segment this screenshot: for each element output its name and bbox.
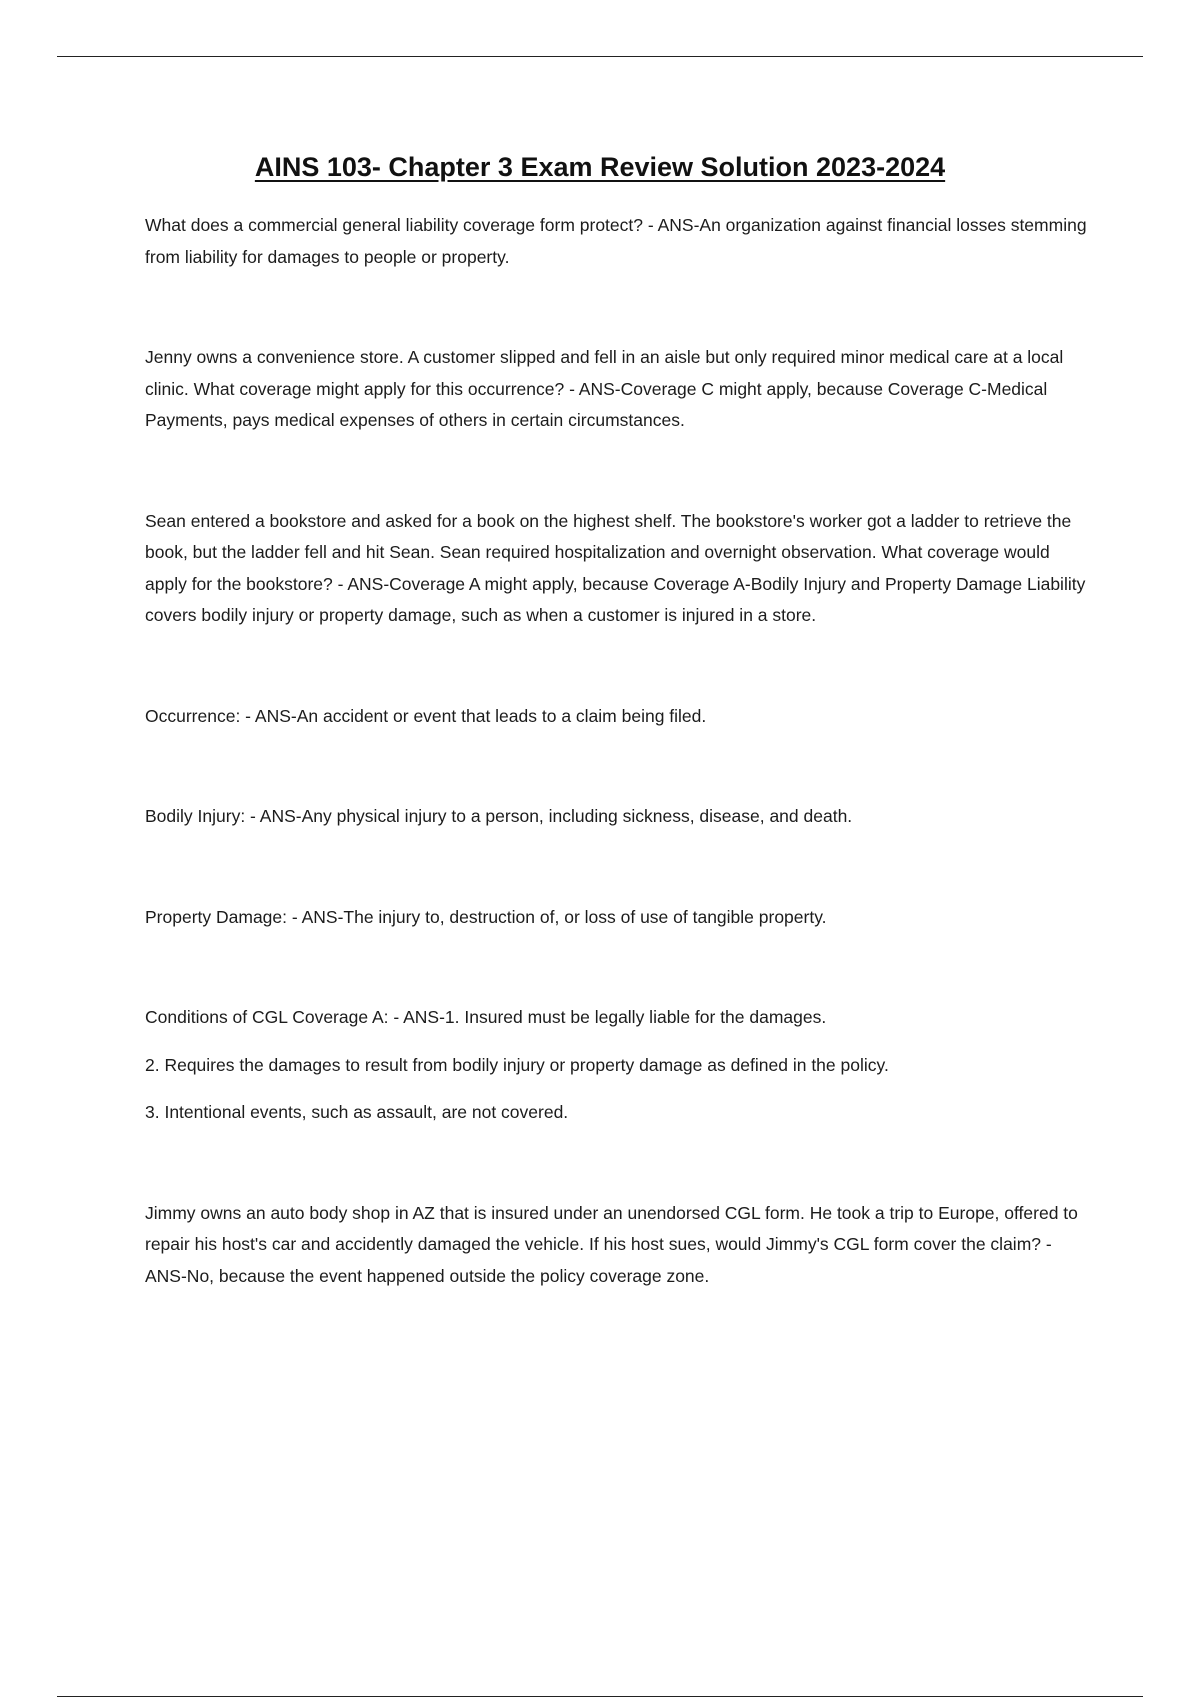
document-title: AINS 103- Chapter 3 Exam Review Solution 2023-2024: [254, 152, 946, 182]
qa-entry-cgl-protection: What does a commercial general liability coverage form protect? - ANS-An organization against financial losses stemming from liability for damages to people or property.: [145, 215, 1087, 267]
qa-entry-property-damage: Property Damage: - ANS-The injury to, destruction of, or loss of use of tangible property.: [145, 906, 827, 927]
qa-entry-sean-bookstore: Sean entered a bookstore and asked for a book on the highest shelf. The bookstore's worker got a ladder to retrieve the book, but the ladder fell and hit Sean. Sean required hospitalization and overnight observation. What coverage would apply for the bookstore? - ANS-Coverage A might apply, because Coverage A-Bodily Injury and Property Damage Liability covers bodily injury or property damage, such as when a customer is injured in a store.: [145, 510, 1086, 625]
qa-entry-jimmy-auto-shop: Jimmy owns an auto body shop in AZ that is insured under an unendorsed CGL form. He took a trip to Europe, offered to repair his host's car and accidently damaged the vehicle. If his host sues, would Jimmy's CGL form cover the claim? - ANS-No, because the event happened outside the policy coverage zone.: [145, 1202, 1078, 1286]
qa-entry-condition-2: 2. Requires the damages to result from bodily injury or property damage as defined in the policy.: [145, 1054, 889, 1075]
qa-entry-conditions-coverage-a: Conditions of CGL Coverage A: - ANS-1. Insured must be legally liable for the damages.: [145, 1007, 827, 1027]
qa-entry-bodily-injury: Bodily Injury: - ANS-Any physical injury to a person, including sickness, disease, and death.: [145, 806, 853, 826]
qa-entry-jenny-store: Jenny owns a convenience store. A customer slipped and fell in an aisle but only required minor medical care at a local clinic. What coverage might apply for this occurrence? - ANS-Coverage C might apply, because Coverage C-Medical Payments, pays medical expenses of others in certain circumstances.: [145, 347, 1064, 430]
bottom-divider: [57, 1696, 1143, 1697]
qa-entry-condition-3: 3. Intentional events, such as assault, are not covered.: [145, 1102, 569, 1122]
top-divider: [57, 56, 1143, 57]
document-body: [145, 210, 1090, 1292]
qa-entry-occurrence: Occurrence: - ANS-An accident or event that leads to a claim being filed.: [145, 705, 707, 726]
